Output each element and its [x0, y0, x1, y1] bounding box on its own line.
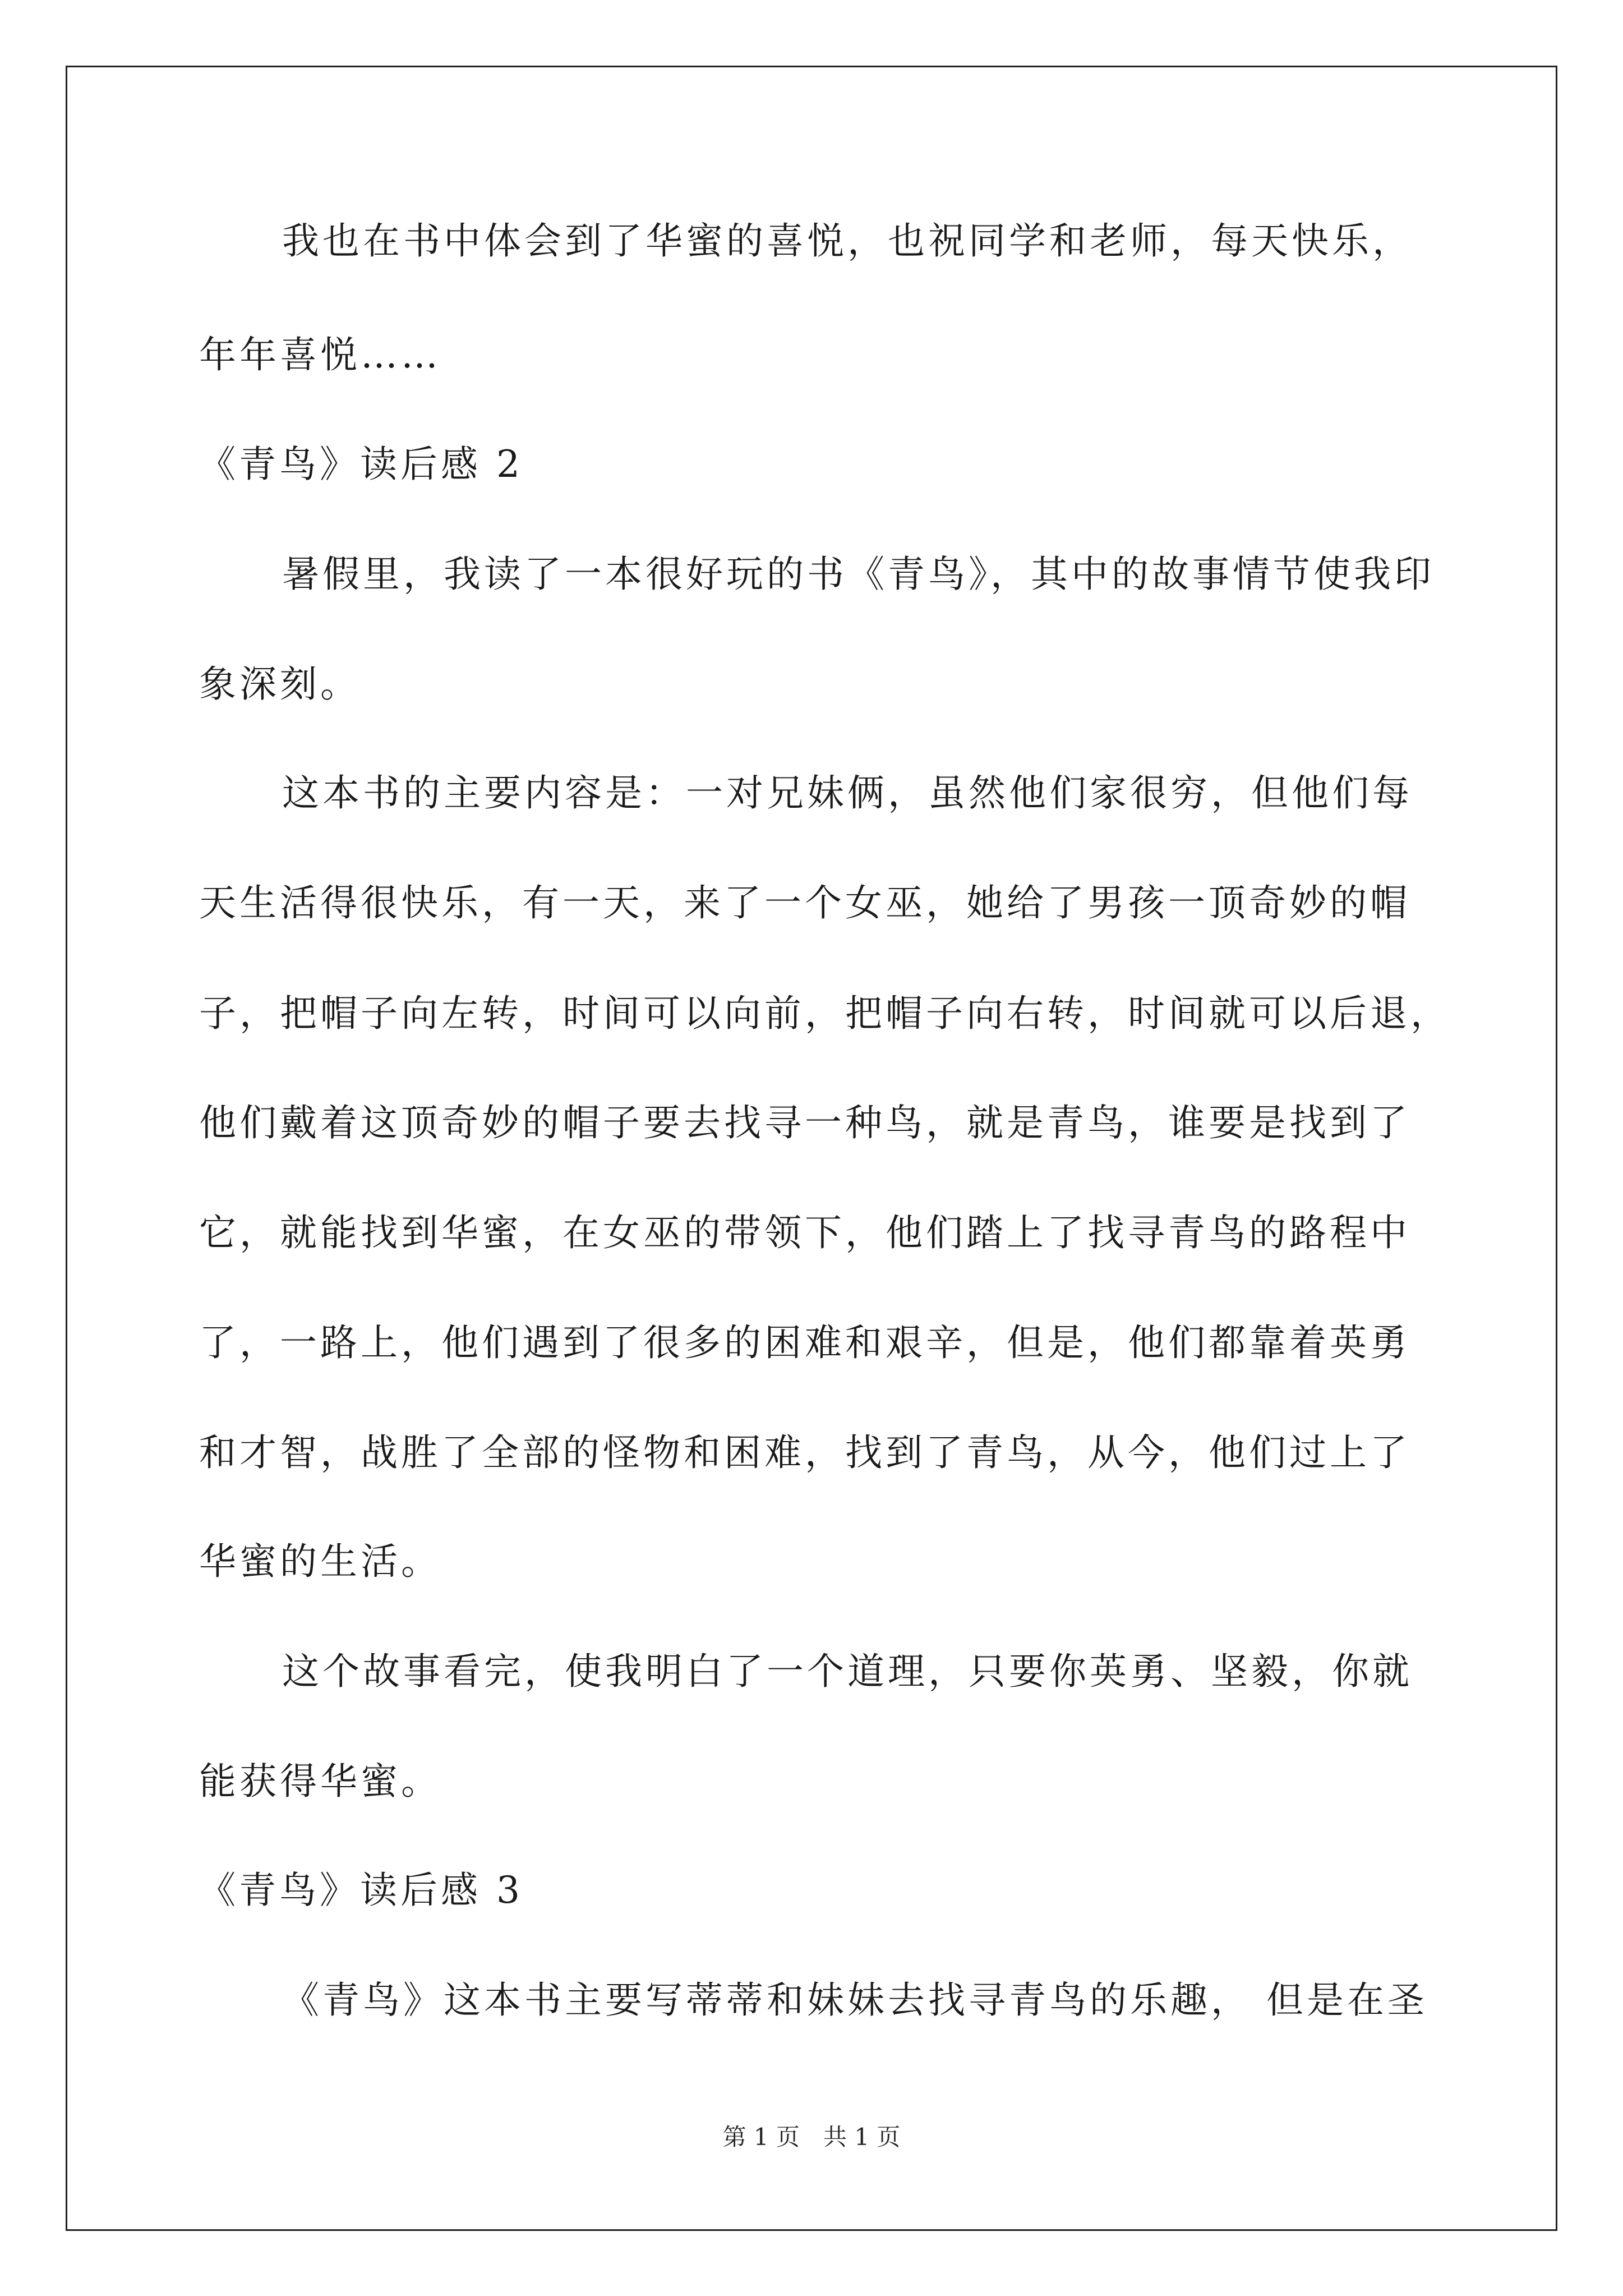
paragraph-line: 年年喜悦……: [199, 333, 441, 376]
paragraph-line: 暑假里，我读了一本很好玩的书《青鸟》，其中的故事情节使我印: [282, 553, 1435, 596]
paragraph-line: 和才智，战胜了全部的怪物和困难，找到了青鸟，从今，他们过上了: [199, 1431, 1410, 1474]
paragraph-line: 了，一路上，他们遇到了很多的困难和艰辛，但是，他们都靠着英勇: [199, 1321, 1410, 1364]
paragraph-line: 子，把帽子向左转，时间可以向前，把帽子向右转，时间就可以后退，: [199, 992, 1451, 1035]
paragraph-line: 象深刻。: [199, 662, 361, 706]
paragraph-line: 华蜜的生活。: [199, 1540, 441, 1583]
paragraph-line: 这本书的主要内容是：一对兄妹俩，虽然他们家很穷，但他们每: [282, 771, 1413, 815]
page-number-footer: 第 1 页 共 1 页: [722, 2123, 901, 2151]
paragraph-line: 我也在书中体会到了华蜜的喜悦，也祝同学和老师，每天快乐，: [282, 219, 1413, 263]
section-heading: 《青鸟》读后感 2: [199, 443, 523, 486]
paragraph-line: 天生活得很快乐，有一天，来了一个女巫，她给了男孩一顶奇妙的帽: [199, 881, 1410, 924]
paragraph-line: 这个故事看完，使我明白了一个道理，只要你英勇、坚毅，你就: [282, 1650, 1413, 1693]
paragraph-line: 《青鸟》这本书主要写蒂蒂和妹妹去找寻青鸟的乐趣， 但是在圣: [282, 1978, 1428, 2022]
paragraph-line: 能获得华蜜。: [199, 1760, 441, 1803]
section-heading: 《青鸟》读后感 3: [199, 1869, 523, 1912]
paragraph-line: 他们戴着这顶奇妙的帽子要去找寻一种鸟，就是青鸟，谁要是找到了: [199, 1101, 1410, 1144]
paragraph-line: 它，就能找到华蜜，在女巫的带领下，他们踏上了找寻青鸟的路程中: [199, 1211, 1410, 1254]
